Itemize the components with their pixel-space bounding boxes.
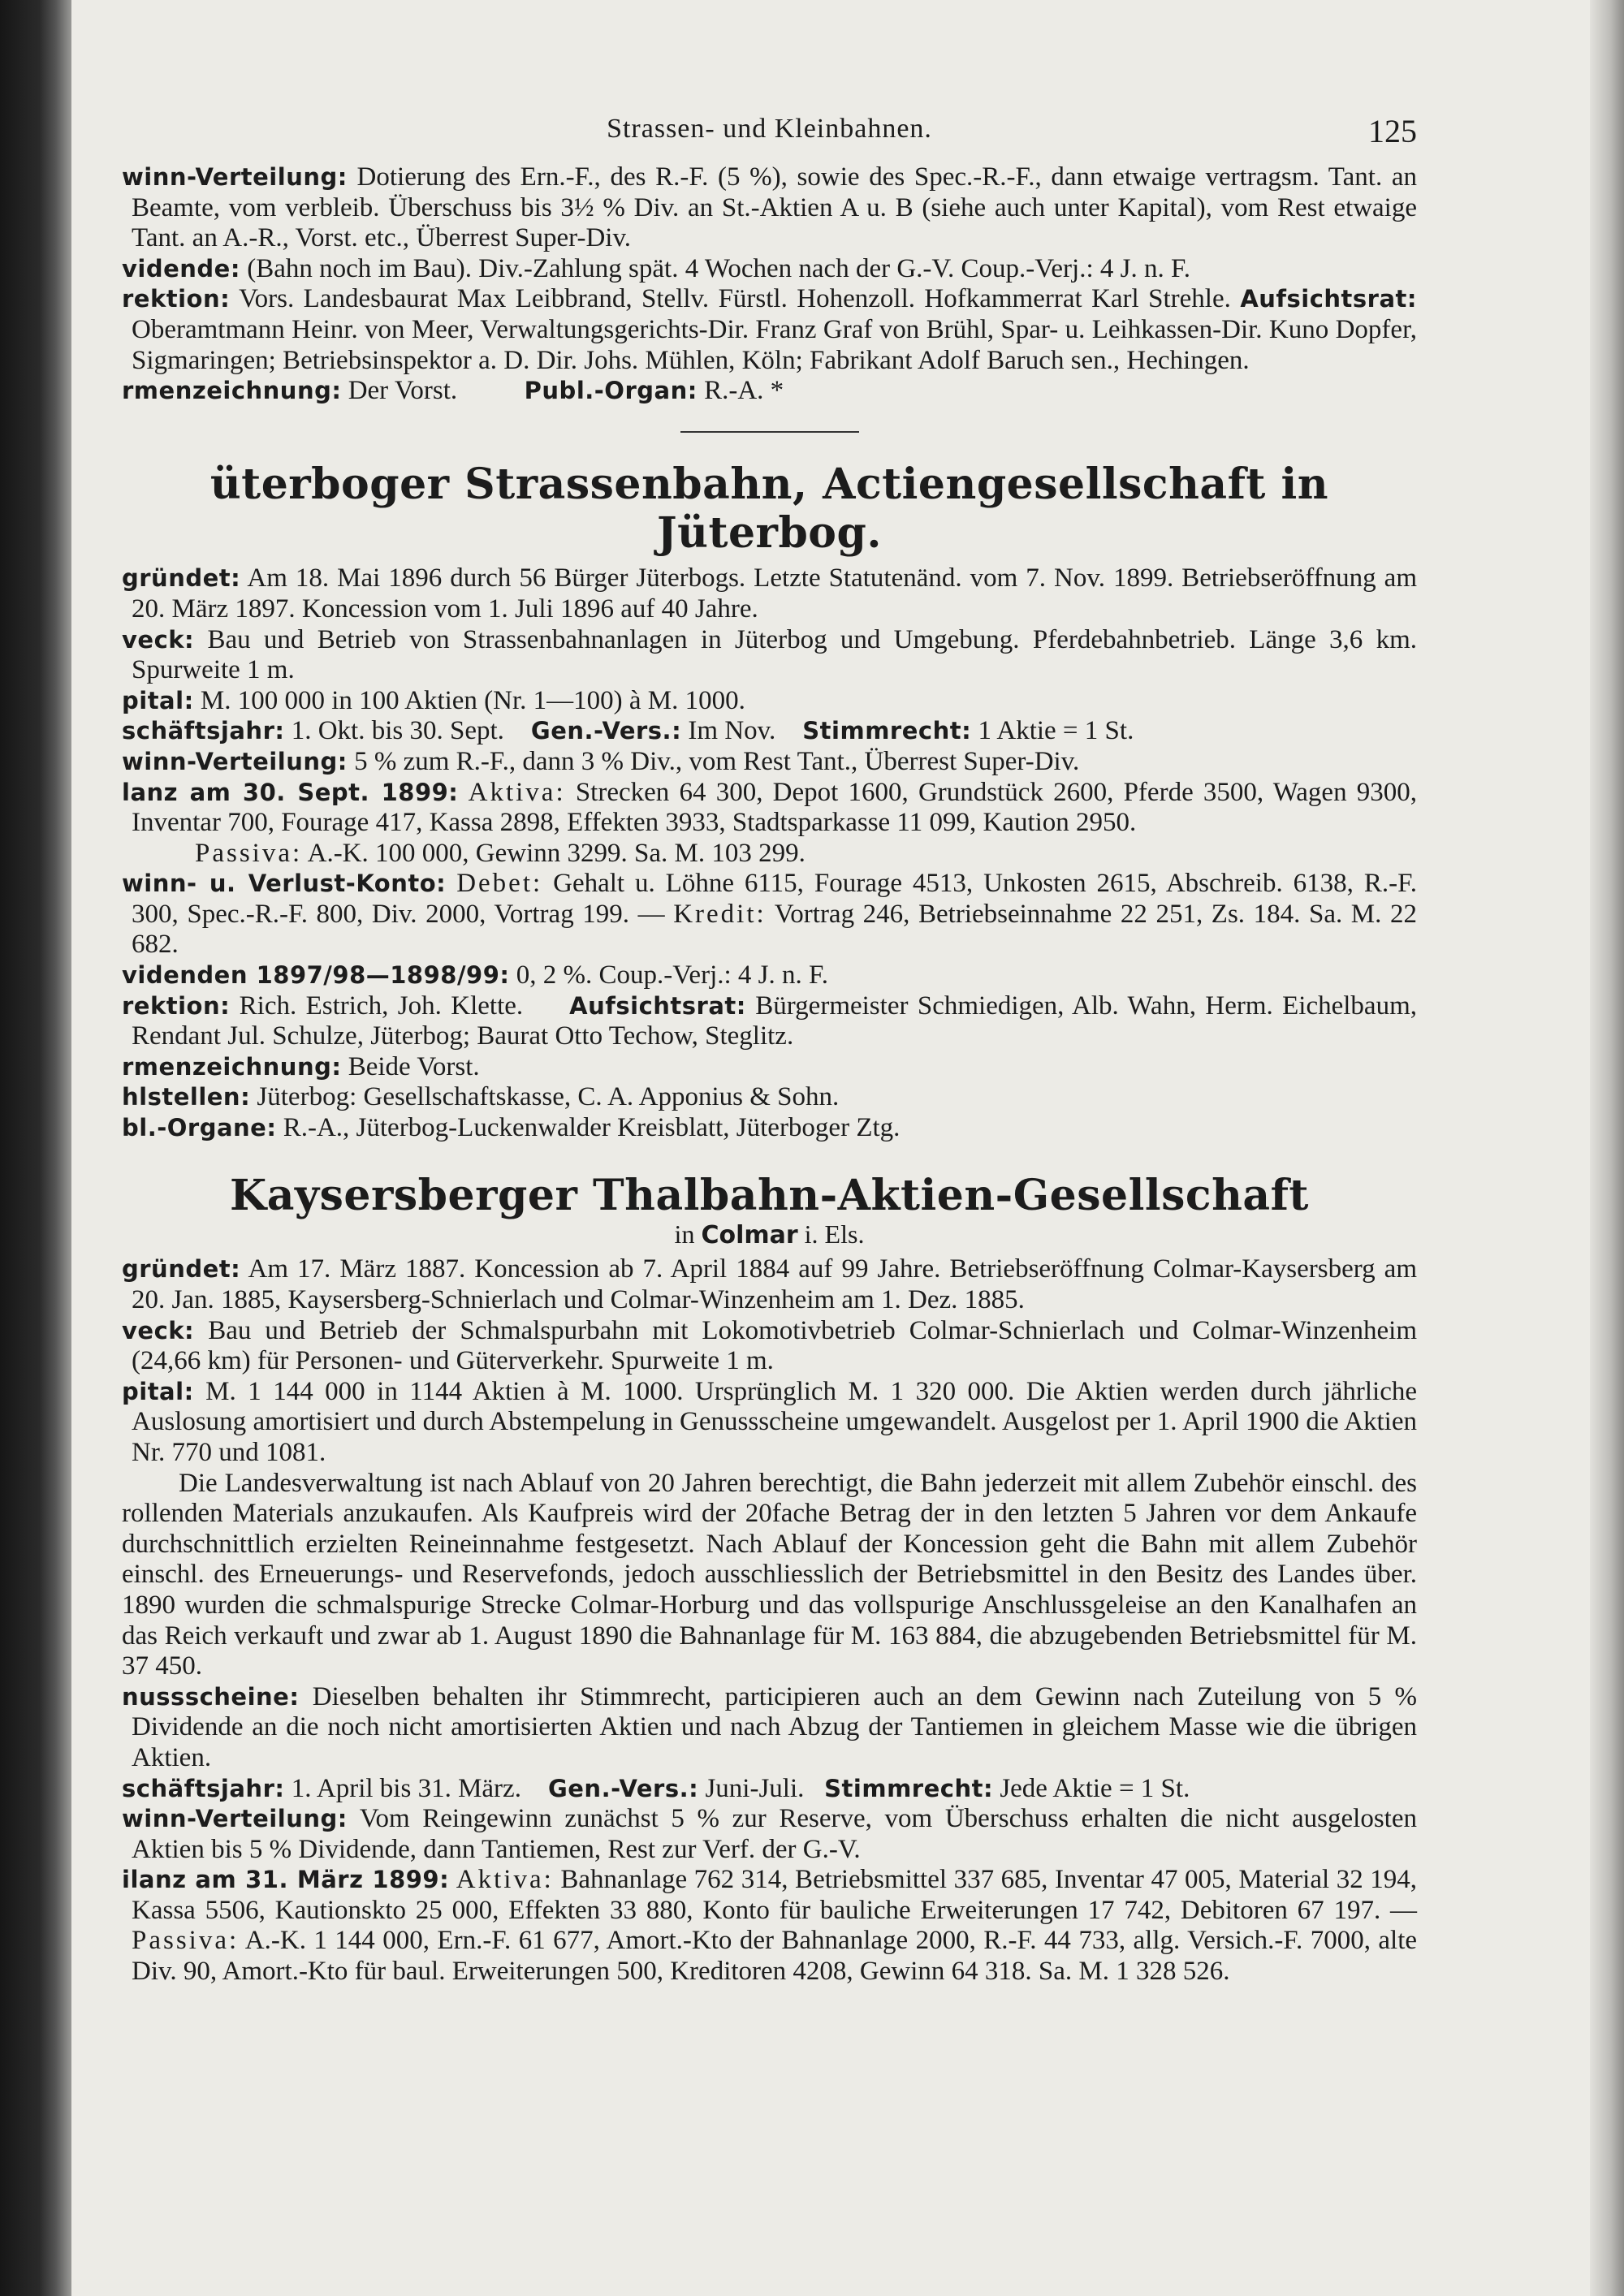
entry-passiva-2	[122, 839, 1417, 870]
label-aufsichtsrat: Aufsichtsrat:	[569, 991, 746, 1020]
text-gewinn-verteilung: Dotierung des Ern.-F., des R.-F. (5 %), sowie des Spec.-R.-F., dann etwaige vertragsm. Tant. an Beamte, vom verbleib. Überschuss bis 3½ % Div. an St.-Aktien A u. B (siehe auch unter Kapital), vom Rest etwaige Tant. an A.-R., Vorst. etc., Überrest Super-Div.	[132, 162, 1418, 253]
label-aktiva: Aktiva:	[468, 777, 566, 807]
entry-direktion-2	[122, 991, 1417, 1052]
text-kapital: M. 1 144 000 in 1144 Aktien à M. 1000. Ursprünglich M. 1 320 000. Die Aktien werden durch jährliche Auslosung amortisiert und durch Abstempelung in Genussscheine umgewandelt. Ausgelost per 1. April 1900 die Aktien Nr. 770 und 1081.	[132, 1376, 1418, 1467]
entry-genussscheine-3	[122, 1682, 1417, 1774]
label-firmenzeichnung: rmenzeichnung:	[122, 1052, 342, 1081]
label-dividenden: videnden 1897/98—1898/99:	[122, 961, 510, 990]
text-dividenden: 0, 2 %. Coup.-Verj.: 4 J. n. F.	[516, 960, 828, 990]
text-aufsichtsrat: Oberamtmann Heinr. von Meer, Verwaltungsgerichts-Dir. Franz Graf von Brühl, Spar- u. Leihkassen-Dir. Kuno Dopfer, Sigmaringen; Betriebsinspektor a. D. Dir. Johs. Mühlen, Köln; Fabrikant Adolf Baruch sen., Hechingen.	[132, 314, 1417, 375]
text-zahlstellen: Jüterbog: Gesellschaftskasse, C. A. Apponius & Sohn.	[257, 1082, 840, 1112]
entry-kapital-2	[122, 686, 1417, 717]
entry-geschaeftsjahr-3	[122, 1774, 1417, 1805]
text-aktiva: Bahnanlage 762 314, Betriebsmittel 337 685, Inventar 47 005, Material 32 194, Kassa 5506, Kautionskto 25 000, Effekten 33 880, Konto für bauliche Erweiterungen 17 742, Debitoren 67 197. —	[132, 1865, 1418, 1925]
page-edge-shadow	[1590, 0, 1624, 2296]
entry-zahlstellen-2	[122, 1082, 1417, 1113]
text-geschaeftsjahr: 1. April bis 31. März.	[291, 1773, 521, 1803]
subtitle-in: in	[674, 1219, 695, 1249]
text-dividende: (Bahn noch im Bau). Div.-Zahlung spät. 4 Wochen nach der G.-V. Coup.-Verj.: 4 J. n. F.	[247, 253, 1190, 283]
text-gegruendet: Am 18. Mai 1896 durch 56 Bürger Jüterbogs. Letzte Statutenänd. vom 7. Nov. 1899. Betriebseröffnung am 20. März 1897. Koncession vom 1. Juli 1896 auf 40 Jahre.	[132, 563, 1417, 624]
label-debet: Debet:	[456, 869, 543, 899]
label-gewinn-verteilung: winn-Verteilung:	[122, 1805, 348, 1833]
entry-zweck-3	[122, 1316, 1417, 1377]
label-bilanz: ilanz am 31. März 1899:	[122, 1866, 450, 1894]
subtitle-city: Colmar	[701, 1221, 798, 1250]
entry-gegruendet-3	[122, 1254, 1417, 1315]
entry-firmenzeichnung-2	[122, 1052, 1417, 1083]
entry-gewinn-verteilung-2	[122, 747, 1417, 778]
book-spine-shadow	[0, 0, 71, 2296]
label-gen-vers: Gen.-Vers.:	[547, 1774, 699, 1802]
label-gewinn-verteilung: winn-Verteilung:	[122, 747, 348, 775]
text-landesverwaltung: Die Landesverwaltung ist nach Ablauf von 20 Jahren berechtigt, die Bahn jederzeit mit allem Zubehör einschl. des rollenden Materials anzukaufen. Als Kaufpreis wird der 20fache Betrag der in den letzten 5 Jahren vor dem Ankaufe durchschnittlich erzielten Reineinnahme festgesetzt. Nach Ablauf der Koncession geht die Bahn mit allem Zubehör einschl. des Erneuerungs- und Reservefonds, jedoch ausschliesslich der Betriebsmittel in den Besitz des Landes über. 1890 wurden die schmalspurige Strecke Colmar-Horburg und das vollspurige Anschlussgeleise an den Kanalhafen an das Reich verkauft und zwar ab 1. August 1890 die Bahnanlage für M. 163 884, die abzugebenden Betriebsmittel für M. 37 450.	[122, 1468, 1417, 1681]
text-direktion: Vors. Landesbaurat Max Leibbrand, Stellv. Fürstl. Hohenzoll. Hofkammerrat Karl Strehle.	[239, 284, 1231, 314]
label-zweck: veck:	[122, 625, 195, 654]
section-divider	[680, 431, 859, 433]
label-passiva: Passiva:	[132, 1926, 240, 1956]
label-publ-organ: Publ.-Organ:	[524, 377, 698, 405]
label-aktiva: Aktiva:	[456, 1865, 554, 1895]
label-geschaeftsjahr: schäftsjahr:	[122, 717, 285, 745]
text-firmenzeichnung: Der Vorst.	[348, 376, 458, 406]
text-publ-organe: R.-A., Jüterbog-Luckenwalder Kreisblatt, Jüterboger Ztg.	[283, 1113, 901, 1143]
running-head-title: Strassen- und Kleinbahnen.	[607, 114, 932, 144]
text-geschaeftsjahr: 1. Okt. bis 30. Sept.	[291, 716, 504, 746]
text-direktion: Rich. Estrich, Joh. Klette.	[239, 990, 524, 1021]
label-kredit: Kredit:	[673, 899, 767, 929]
text-passiva: A.-K. 100 000, Gewinn 3299. Sa. M. 103 299.	[307, 838, 806, 868]
text-aufsichtsrat: Bürgermeister Schmiedigen, Alb. Wahn, Herm. Eichelbaum, Rendant Jul. Schulze, Jüterbog; Baurat Otto Techow, Steglitz.	[132, 990, 1418, 1051]
entry-bilanz-3	[122, 1865, 1417, 1987]
text-kredit: Vortrag 246, Betriebseinnahme 22 251, Zs. 184. Sa. M. 22 682.	[132, 899, 1417, 960]
label-stimmrecht: Stimmrecht:	[824, 1774, 994, 1802]
entry-publ-organe-2	[122, 1113, 1417, 1144]
entry-landesverwaltung-3	[122, 1469, 1417, 1682]
text-publ-organ: R.-A. *	[704, 376, 784, 406]
entry-gewinn-verteilung-1	[122, 162, 1417, 254]
entry-geschaeftsjahr-2	[122, 716, 1417, 747]
page-number: 125	[1368, 113, 1417, 149]
text-gen-vers: Juni-Juli.	[705, 1773, 805, 1803]
entry-kapital-3	[122, 1377, 1417, 1469]
running-head	[122, 114, 1417, 162]
company-title-kaysersberg: Kaysersberger Thalbahn-Aktien-Gesellschaft	[230, 1170, 1309, 1220]
label-dividende: vidende:	[122, 254, 240, 283]
label-kapital: pital:	[122, 686, 194, 714]
label-genussscheine: nussscheine:	[122, 1682, 300, 1711]
company-title-jueterbog: üterboger Strassenbahn, Actiengesellschaft in Jüterbog.	[209, 459, 1329, 558]
text-genussscheine: Dieselben behalten ihr Stimmrecht, participieren auch an dem Gewinn nach Zuteilung von 5 % Dividende an die noch nicht amortisierten Aktien und nach Abzug der Tantiemen in gleichem Masse wie die übrigen Aktien.	[132, 1681, 1417, 1772]
text-gen-vers: Im Nov.	[688, 716, 776, 746]
label-geschaeftsjahr: schäftsjahr:	[122, 1774, 285, 1802]
page-content	[122, 114, 1417, 1987]
label-aufsichtsrat: Aufsichtsrat:	[1240, 285, 1418, 313]
label-gegruendet: gründet:	[122, 1255, 241, 1284]
entry-direktion-1	[122, 284, 1417, 376]
text-firmenzeichnung: Beide Vorst.	[348, 1051, 480, 1081]
label-direktion: rektion:	[122, 991, 231, 1020]
label-direktion: rektion:	[122, 285, 231, 313]
label-zweck: veck:	[122, 1316, 195, 1344]
text-aktiva: Strecken 64 300, Depot 1600, Grundstück 2600, Pferde 3500, Wagen 9300, Inventar 700, Fourage 417, Kassa 2898, Effekten 3933, Stadtsparkasse 11 099, Kaution 2950.	[132, 777, 1418, 838]
label-kapital: pital:	[122, 1377, 194, 1405]
text-passiva: A.-K. 1 144 000, Ern.-F. 61 677, Amort.-Kto der Bahnanlage 2000, R.-F. 44 733, allg. Versich.-F. 7000, alte Div. 90, Amort.-Kto für baul. Erweiterungen 500, Kreditoren 4208, Gewinn 64 318. Sa. M. 1 328 526.	[132, 1926, 1418, 1987]
label-gewinn-verteilung: winn-Verteilung:	[122, 163, 348, 191]
label-gegruendet: gründet:	[122, 564, 241, 593]
text-gegruendet: Am 17. März 1887. Koncession ab 7. April 1884 auf 99 Jahre. Betriebseröffnung Colmar-Kaysersberg am 20. Jan. 1885, Kaysersberg-Schnierlach und Colmar-Winzenheim am 1. Dez. 1885.	[132, 1254, 1417, 1315]
text-stimmrecht: 1 Aktie = 1 St.	[978, 716, 1134, 746]
entry-firmenzeichnung-1	[122, 376, 1417, 407]
subtitle-region: i. Els.	[804, 1219, 865, 1249]
entry-bilanz-2	[122, 778, 1417, 839]
text-zweck: Bau und Betrieb der Schmalspurbahn mit Lokomotivbetrieb Colmar-Schnierlach und Colmar-Winzenheim (24,66 km) für Personen- und Güterverkehr. Spurweite 1 m.	[132, 1315, 1418, 1376]
label-passiva: Passiva:	[195, 838, 303, 868]
entry-gewinn-verteilung-3	[122, 1804, 1417, 1865]
company-subtitle-kaysersberg	[122, 1219, 1417, 1249]
entry-dividende-1	[122, 254, 1417, 285]
text-zweck: Bau und Betrieb von Strassenbahnanlagen in Jüterbog und Umgebung. Pferdebahnbetrieb. Länge 3,6 km. Spurweite 1 m.	[132, 624, 1417, 685]
label-publ-organe: bl.-Organe:	[122, 1114, 277, 1142]
entry-dividenden-2	[122, 960, 1417, 991]
label-stimmrecht: Stimmrecht:	[802, 717, 972, 745]
text-gewinn-verteilung: 5 % zum R.-F., dann 3 % Div., vom Rest Tant., Überrest Super-Div.	[354, 746, 1080, 776]
label-bilanz: lanz am 30. Sept. 1899:	[122, 778, 459, 806]
label-zahlstellen: hlstellen:	[122, 1083, 251, 1111]
text-debet: Gehalt u. Löhne 6115, Fourage 4513, Unkosten 2615, Abschreib. 6138, R.-F. 300, Spec.-R.-F. 800, Div. 2000, Vortrag 199. —	[132, 869, 1418, 929]
label-guv: winn- u. Verlust-Konto:	[122, 870, 447, 898]
text-stimmrecht: Jede Aktie = 1 St.	[1000, 1773, 1190, 1803]
entry-gegruendet-2	[122, 563, 1417, 624]
entry-guv-2	[122, 869, 1417, 960]
text-kapital: M. 100 000 in 100 Aktien (Nr. 1—100) à M. 1000.	[200, 685, 745, 715]
label-firmenzeichnung: rmenzeichnung:	[122, 377, 342, 405]
label-gen-vers: Gen.-Vers.:	[530, 717, 682, 745]
entry-zweck-2	[122, 625, 1417, 686]
text-gewinn-verteilung: Vom Reingewinn zunächst 5 % zur Reserve, vom Überschuss erhalten die nicht ausgelosten Aktien bis 5 % Dividende, dann Tantiemen, Rest zur Verf. der G.-V.	[132, 1804, 1418, 1864]
